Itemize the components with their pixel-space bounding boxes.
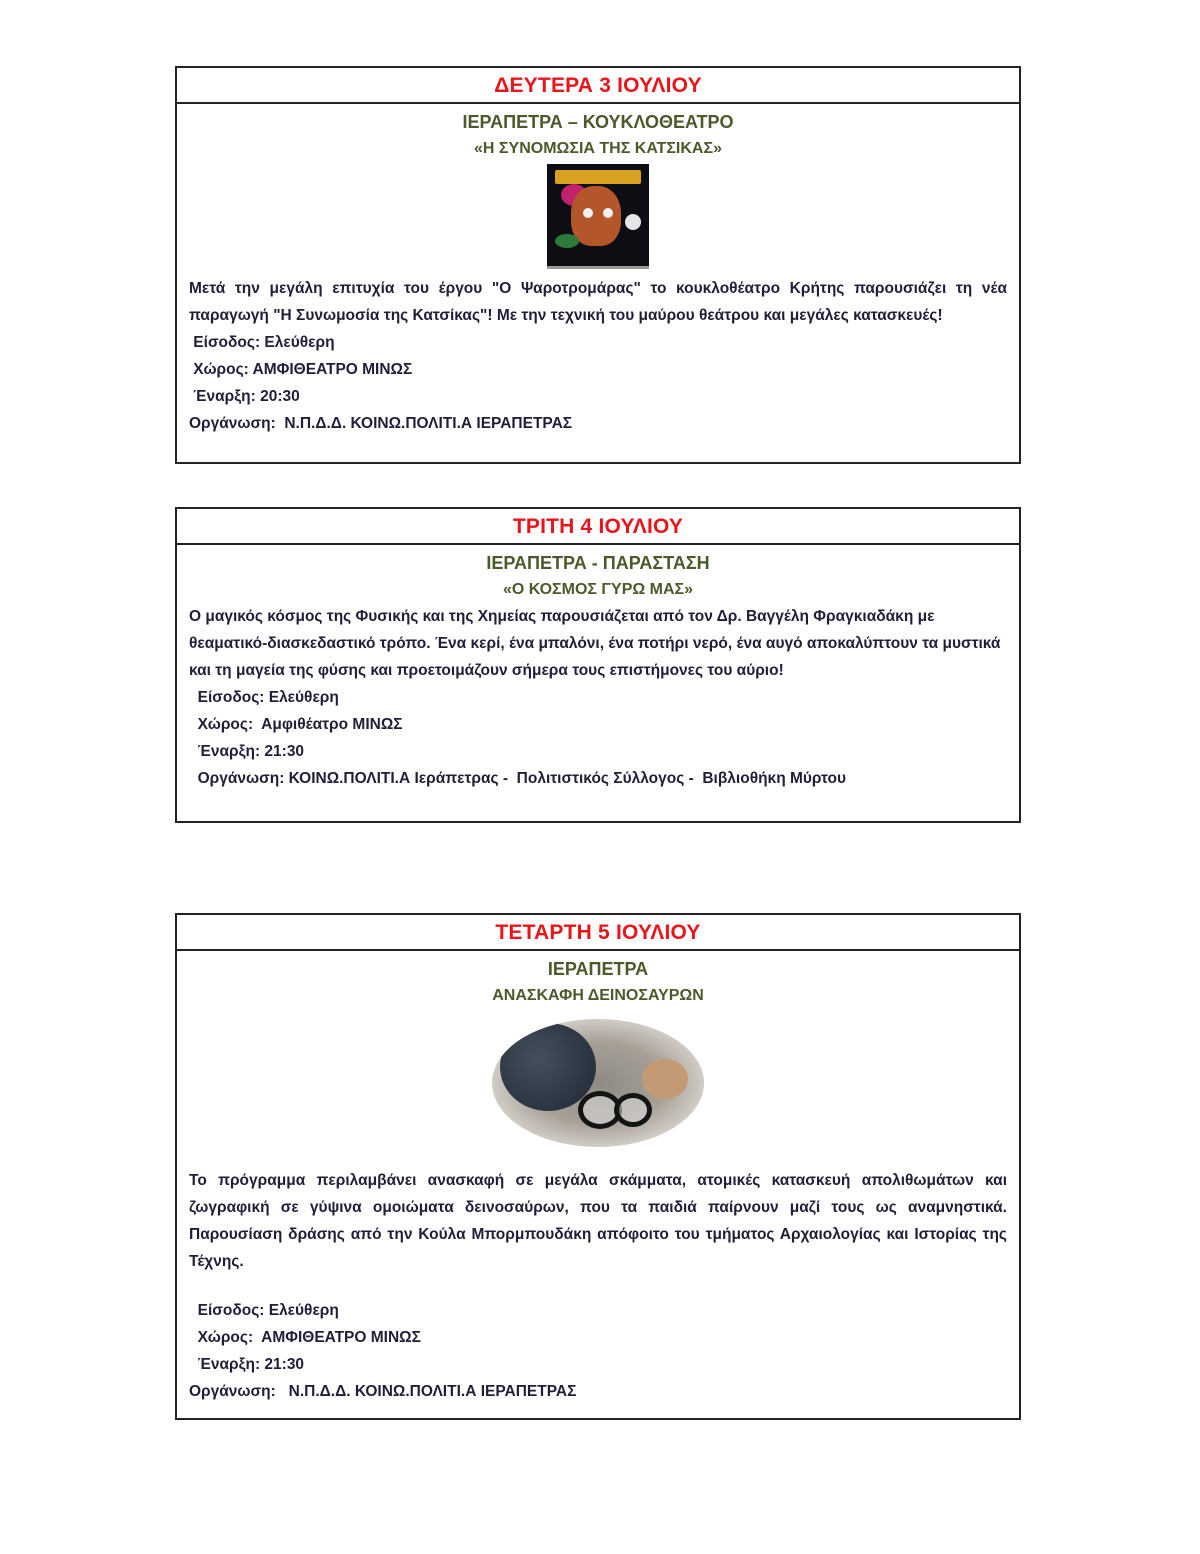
event-info bbox=[189, 684, 1007, 792]
event-entry: Είσοδος: Ελεύθερη bbox=[189, 334, 335, 351]
event-entry: Είσοδος: Ελεύθερη bbox=[189, 689, 339, 706]
event-date: ΔΕΥΤΕΡΑ 3 ΙΟΥΛΙΟΥ bbox=[177, 68, 1019, 104]
event-description: Μετά την μεγάλη επιτυχία του έργου "Ο Ψαροτρομάρας" το κουκλοθέατρο Κρήτης παρουσιάζει τη νέα παραγωγή "Η Συνωμοσία της Κατσίκας"! Με την τεχνική του μαύρου θεάτρου και μεγάλες κατασκευές! bbox=[189, 280, 1007, 324]
event-start: Έναρξη: 21:30 bbox=[189, 743, 305, 760]
event-place: Χώρος: ΑΜΦΙΘΕΑΤΡΟ ΜΙΝΩΣ bbox=[189, 1329, 421, 1346]
event-info bbox=[189, 1297, 1007, 1405]
event-title: «Ο ΚΟΣΜΟΣ ΓΥΡΩ ΜΑΣ» bbox=[502, 581, 694, 598]
event-start: Έναρξη: 21:30 bbox=[189, 1356, 305, 1373]
event-description: Ο μαγικός κόσμος της Φυσικής και της Χημείας παρουσιάζεται από τον Δρ. Βαγγέλη Φραγκιαδάκη με θεαματικό-διασκεδαστικό τρόπο. Ένα κερί, ένα μπαλόνι, ένα ποτήρι νερό, ένα αυγό αποκαλύπτουν τα μυστικά και τη μαγεία της φύσης και προετοιμάζουν σήμερα τους επιστήμονες του αύριο! bbox=[189, 608, 1001, 679]
event-organizer: Οργάνωση: ΚΟΙΝΩ.ΠΟΛΙΤΙ.Α Ιεράπετρας - Πολιτιστικός Σύλλογος - Βιβλιοθήκη Μύρτου bbox=[189, 770, 847, 787]
event-place: Χώρος: Αμφιθέατρο ΜΙΝΩΣ bbox=[189, 716, 403, 733]
event-image-wrap bbox=[189, 164, 1007, 269]
event-title: ΑΝΑΣΚΑΦΗ ΔΕΙΝΟΣΑΥΡΩΝ bbox=[492, 987, 704, 1004]
event-card-tuesday bbox=[175, 507, 1021, 823]
event-image-wrap bbox=[189, 1019, 1007, 1147]
event-entry: Είσοδος: Ελεύθερη bbox=[189, 1302, 339, 1319]
event-organizer: Οργάνωση: Ν.Π.Δ.Δ. ΚΟΙΝΩ.ΠΟΛΙΤΙ.Α ΙΕΡΑΠΕΤΡΑΣ bbox=[189, 1383, 577, 1400]
event-start: Έναρξη: 20:30 bbox=[189, 388, 300, 405]
event-body bbox=[177, 104, 1019, 443]
event-venue: ΙΕΡΑΠΕΤΡΑ - ΠΑΡΑΣΤΑΣΗ bbox=[486, 553, 710, 573]
event-body bbox=[177, 951, 1019, 1411]
event-date: ΤΡΙΤΗ 4 ΙΟΥΛΙΟΥ bbox=[177, 509, 1019, 545]
event-venue: ΙΕΡΑΠΕΤΡΑ – ΚΟΥΚΛΟΘΕΑΤΡΟ bbox=[462, 112, 734, 132]
event-venue: ΙΕΡΑΠΕΤΡΑ bbox=[547, 959, 649, 979]
event-card-wednesday bbox=[175, 913, 1021, 1420]
event-card-monday bbox=[175, 66, 1021, 464]
event-info bbox=[189, 329, 1007, 437]
event-place: Χώρος: ΑΜΦΙΘΕΑΤΡΟ ΜΙΝΩΣ bbox=[189, 361, 413, 378]
event-body bbox=[177, 545, 1019, 798]
event-organizer: Οργάνωση: Ν.Π.Δ.Δ. ΚΟΙΝΩ.ΠΟΛΙΤΙ.Α ΙΕΡΑΠΕΤΡΑΣ bbox=[189, 415, 573, 432]
event-date: ΤΕΤΑΡΤΗ 5 ΙΟΥΛΙΟΥ bbox=[177, 915, 1019, 951]
event-title: «Η ΣΥΝΟΜΩΣΙΑ ΤΗΣ ΚΑΤΣΙΚΑΣ» bbox=[474, 140, 722, 157]
puppet-show-poster-image bbox=[547, 164, 649, 269]
event-description: Το πρόγραμμα περιλαμβάνει ανασκαφή σε μεγάλα σκάμματα, ατομικές κατασκευή απολιθωμάτων και ζωγραφική σε γύψινα ομοιώματα δεινοσαύρων, που τα παιδιά παίρνουν μαζί τους ως αναμνηστικά. Παρουσίαση δράσης από την Κούλα Μπορμπουδάκη απόφοιτο του τμήματος Αρχαιολογίας και Ιστορίας της Τέχνης. bbox=[189, 1172, 1007, 1270]
dinosaur-excavation-photo bbox=[492, 1019, 704, 1147]
